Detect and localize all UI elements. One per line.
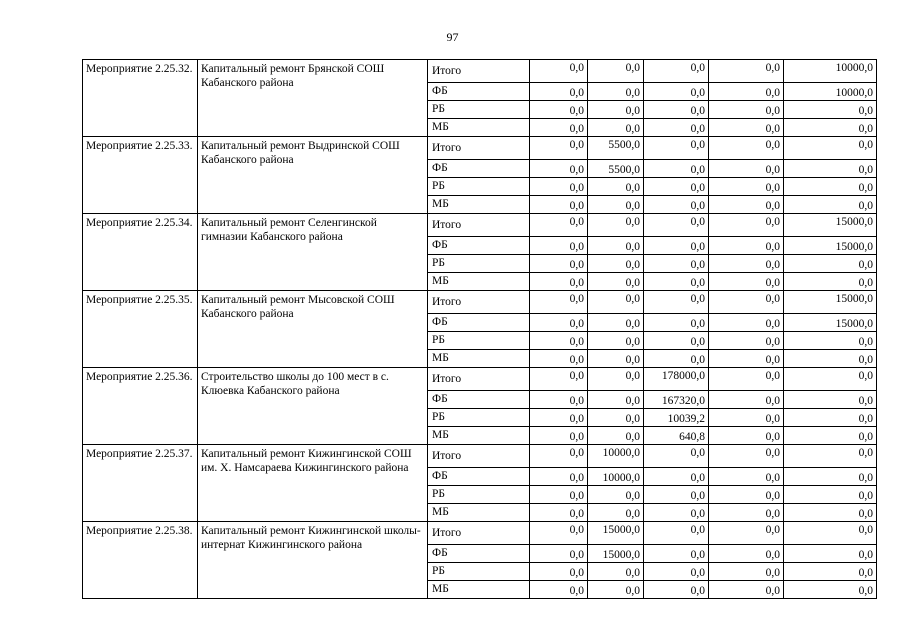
amount-cell: 0,0 bbox=[644, 581, 709, 599]
funding-source-label: МБ bbox=[428, 196, 530, 214]
amount-cell: 0,0 bbox=[530, 486, 588, 504]
amount-cell: 0,0 bbox=[644, 237, 709, 255]
funding-source-label: РБ bbox=[428, 255, 530, 273]
amount-cell: 0,0 bbox=[709, 427, 784, 445]
amount-cell: 5500,0 bbox=[588, 160, 644, 178]
amount-cell: 0,0 bbox=[644, 445, 709, 468]
measure-code: Мероприятие 2.25.32. bbox=[83, 60, 198, 137]
amount-cell: 0,0 bbox=[530, 563, 588, 581]
amount-cell: 0,0 bbox=[588, 427, 644, 445]
amount-cell: 0,0 bbox=[588, 119, 644, 137]
amount-cell: 0,0 bbox=[784, 160, 877, 178]
amount-cell: 0,0 bbox=[644, 314, 709, 332]
amount-cell: 0,0 bbox=[784, 545, 877, 563]
measure-name: Строительство школы до 100 мест в с. Клюевка Кабанского района bbox=[198, 368, 428, 445]
amount-cell: 0,0 bbox=[530, 581, 588, 599]
amount-cell: 10000,0 bbox=[784, 83, 877, 101]
amount-cell: 0,0 bbox=[784, 581, 877, 599]
amount-cell: 0,0 bbox=[784, 368, 877, 391]
amount-cell: 15000,0 bbox=[784, 291, 877, 314]
funding-source-label: Итого bbox=[428, 137, 530, 160]
amount-cell: 0,0 bbox=[709, 137, 784, 160]
measure-code: Мероприятие 2.25.37. bbox=[83, 445, 198, 522]
amount-cell: 0,0 bbox=[588, 332, 644, 350]
amount-cell: 178000,0 bbox=[644, 368, 709, 391]
amount-cell: 0,0 bbox=[709, 314, 784, 332]
amount-cell: 0,0 bbox=[784, 137, 877, 160]
amount-cell: 0,0 bbox=[709, 332, 784, 350]
amount-cell: 0,0 bbox=[530, 119, 588, 137]
amount-cell: 0,0 bbox=[709, 445, 784, 468]
amount-cell: 0,0 bbox=[530, 409, 588, 427]
funding-source-label: Итого bbox=[428, 445, 530, 468]
amount-cell: 0,0 bbox=[530, 137, 588, 160]
amount-cell: 0,0 bbox=[784, 391, 877, 409]
funding-source-label: МБ bbox=[428, 119, 530, 137]
amount-cell: 0,0 bbox=[530, 60, 588, 83]
amount-cell: 10000,0 bbox=[588, 445, 644, 468]
amount-cell: 640,8 bbox=[644, 427, 709, 445]
amount-cell: 0,0 bbox=[530, 196, 588, 214]
table-row-total bbox=[83, 368, 877, 391]
funding-source-label: РБ bbox=[428, 486, 530, 504]
amount-cell: 0,0 bbox=[709, 291, 784, 314]
amount-cell: 0,0 bbox=[644, 545, 709, 563]
amount-cell: 0,0 bbox=[644, 60, 709, 83]
funding-source-label: РБ bbox=[428, 101, 530, 119]
amount-cell: 0,0 bbox=[530, 332, 588, 350]
table-row-total bbox=[83, 214, 877, 237]
amount-cell: 167320,0 bbox=[644, 391, 709, 409]
amount-cell: 0,0 bbox=[588, 60, 644, 83]
amount-cell: 0,0 bbox=[530, 445, 588, 468]
measure-name: Капитальный ремонт Селенгинской гимназии Кабанского района bbox=[198, 214, 428, 291]
amount-cell: 0,0 bbox=[588, 273, 644, 291]
amount-cell: 0,0 bbox=[709, 504, 784, 522]
amount-cell: 0,0 bbox=[784, 504, 877, 522]
amount-cell: 0,0 bbox=[784, 445, 877, 468]
amount-cell: 0,0 bbox=[709, 350, 784, 368]
amount-cell: 0,0 bbox=[588, 314, 644, 332]
amount-cell: 0,0 bbox=[588, 83, 644, 101]
amount-cell: 0,0 bbox=[709, 178, 784, 196]
amount-cell: 0,0 bbox=[644, 255, 709, 273]
amount-cell: 0,0 bbox=[588, 350, 644, 368]
funding-source-label: ФБ bbox=[428, 314, 530, 332]
amount-cell: 0,0 bbox=[644, 522, 709, 545]
amount-cell: 0,0 bbox=[588, 291, 644, 314]
funding-source-label: РБ bbox=[428, 332, 530, 350]
amount-cell: 0,0 bbox=[588, 409, 644, 427]
amount-cell: 0,0 bbox=[588, 178, 644, 196]
amount-cell: 0,0 bbox=[588, 214, 644, 237]
amount-cell: 0,0 bbox=[530, 273, 588, 291]
amount-cell: 0,0 bbox=[644, 160, 709, 178]
amount-cell: 5500,0 bbox=[588, 137, 644, 160]
funding-source-label: Итого bbox=[428, 214, 530, 237]
amount-cell: 0,0 bbox=[588, 196, 644, 214]
amount-cell: 0,0 bbox=[644, 273, 709, 291]
funding-source-label: РБ bbox=[428, 178, 530, 196]
amount-cell: 0,0 bbox=[530, 237, 588, 255]
amount-cell: 0,0 bbox=[709, 255, 784, 273]
amount-cell: 0,0 bbox=[588, 101, 644, 119]
amount-cell: 0,0 bbox=[784, 563, 877, 581]
amount-cell: 0,0 bbox=[530, 255, 588, 273]
funding-source-label: Итого bbox=[428, 291, 530, 314]
funding-source-label: МБ bbox=[428, 504, 530, 522]
amount-cell: 0,0 bbox=[530, 468, 588, 486]
amount-cell: 0,0 bbox=[644, 101, 709, 119]
measure-code: Мероприятие 2.25.34. bbox=[83, 214, 198, 291]
table-row-total bbox=[83, 522, 877, 545]
amount-cell: 0,0 bbox=[709, 119, 784, 137]
amount-cell: 0,0 bbox=[644, 214, 709, 237]
table-row-total bbox=[83, 60, 877, 83]
amount-cell: 15000,0 bbox=[784, 237, 877, 255]
amount-cell: 0,0 bbox=[644, 468, 709, 486]
amount-cell: 0,0 bbox=[530, 504, 588, 522]
amount-cell: 0,0 bbox=[709, 101, 784, 119]
amount-cell: 0,0 bbox=[709, 196, 784, 214]
amount-cell: 0,0 bbox=[644, 137, 709, 160]
amount-cell: 0,0 bbox=[588, 581, 644, 599]
measure-name: Капитальный ремонт Брянской СОШ Кабанского района bbox=[198, 60, 428, 137]
funding-source-label: Итого bbox=[428, 522, 530, 545]
amount-cell: 0,0 bbox=[784, 178, 877, 196]
amount-cell: 0,0 bbox=[530, 391, 588, 409]
amount-cell: 0,0 bbox=[709, 581, 784, 599]
measure-name: Капитальный ремонт Кижингинской СОШ им. Х. Намсараева Кижингинского района bbox=[198, 445, 428, 522]
amount-cell: 10039,2 bbox=[644, 409, 709, 427]
amount-cell: 0,0 bbox=[784, 350, 877, 368]
funding-source-label: Итого bbox=[428, 60, 530, 83]
amount-cell: 15000,0 bbox=[784, 214, 877, 237]
amount-cell: 0,0 bbox=[530, 291, 588, 314]
amount-cell: 0,0 bbox=[644, 291, 709, 314]
measure-code: Мероприятие 2.25.38. bbox=[83, 522, 198, 599]
amount-cell: 0,0 bbox=[709, 409, 784, 427]
table-body bbox=[83, 60, 877, 599]
amount-cell: 10000,0 bbox=[784, 60, 877, 83]
amount-cell: 10000,0 bbox=[588, 468, 644, 486]
funding-source-label: Итого bbox=[428, 368, 530, 391]
funding-source-label: ФБ bbox=[428, 160, 530, 178]
amount-cell: 15000,0 bbox=[588, 545, 644, 563]
funding-source-label: ФБ bbox=[428, 83, 530, 101]
amount-cell: 0,0 bbox=[588, 486, 644, 504]
amount-cell: 0,0 bbox=[784, 273, 877, 291]
amount-cell: 0,0 bbox=[784, 409, 877, 427]
amount-cell: 0,0 bbox=[530, 83, 588, 101]
amount-cell: 0,0 bbox=[784, 119, 877, 137]
funding-source-label: РБ bbox=[428, 563, 530, 581]
amount-cell: 15000,0 bbox=[588, 522, 644, 545]
amount-cell: 0,0 bbox=[530, 350, 588, 368]
amount-cell: 0,0 bbox=[709, 391, 784, 409]
amount-cell: 0,0 bbox=[709, 522, 784, 545]
amount-cell: 0,0 bbox=[784, 196, 877, 214]
funding-source-label: МБ bbox=[428, 350, 530, 368]
amount-cell: 0,0 bbox=[784, 486, 877, 504]
funding-table bbox=[82, 59, 877, 599]
amount-cell: 0,0 bbox=[588, 504, 644, 522]
amount-cell: 0,0 bbox=[644, 178, 709, 196]
amount-cell: 0,0 bbox=[709, 273, 784, 291]
funding-source-label: МБ bbox=[428, 581, 530, 599]
amount-cell: 0,0 bbox=[530, 545, 588, 563]
amount-cell: 0,0 bbox=[530, 427, 588, 445]
amount-cell: 0,0 bbox=[709, 545, 784, 563]
funding-source-label: ФБ bbox=[428, 545, 530, 563]
amount-cell: 0,0 bbox=[644, 504, 709, 522]
amount-cell: 0,0 bbox=[530, 160, 588, 178]
measure-code: Мероприятие 2.25.36. bbox=[83, 368, 198, 445]
funding-source-label: ФБ bbox=[428, 237, 530, 255]
page-number: 97 bbox=[446, 30, 459, 44]
amount-cell: 0,0 bbox=[530, 178, 588, 196]
amount-cell: 0,0 bbox=[709, 486, 784, 504]
amount-cell: 0,0 bbox=[784, 101, 877, 119]
amount-cell: 0,0 bbox=[784, 332, 877, 350]
funding-source-label: ФБ bbox=[428, 468, 530, 486]
amount-cell: 0,0 bbox=[530, 101, 588, 119]
amount-cell: 0,0 bbox=[644, 563, 709, 581]
funding-source-label: РБ bbox=[428, 409, 530, 427]
amount-cell: 15000,0 bbox=[784, 314, 877, 332]
amount-cell: 0,0 bbox=[588, 563, 644, 581]
amount-cell: 0,0 bbox=[588, 391, 644, 409]
amount-cell: 0,0 bbox=[588, 368, 644, 391]
amount-cell: 0,0 bbox=[709, 60, 784, 83]
funding-source-label: МБ bbox=[428, 273, 530, 291]
amount-cell: 0,0 bbox=[644, 196, 709, 214]
measure-code: Мероприятие 2.25.35. bbox=[83, 291, 198, 368]
amount-cell: 0,0 bbox=[588, 237, 644, 255]
amount-cell: 0,0 bbox=[530, 314, 588, 332]
amount-cell: 0,0 bbox=[644, 350, 709, 368]
amount-cell: 0,0 bbox=[709, 237, 784, 255]
amount-cell: 0,0 bbox=[709, 83, 784, 101]
amount-cell: 0,0 bbox=[709, 468, 784, 486]
amount-cell: 0,0 bbox=[784, 427, 877, 445]
amount-cell: 0,0 bbox=[644, 83, 709, 101]
amount-cell: 0,0 bbox=[644, 332, 709, 350]
table-row-total bbox=[83, 137, 877, 160]
amount-cell: 0,0 bbox=[709, 214, 784, 237]
funding-source-label: МБ bbox=[428, 427, 530, 445]
amount-cell: 0,0 bbox=[709, 563, 784, 581]
amount-cell: 0,0 bbox=[709, 368, 784, 391]
amount-cell: 0,0 bbox=[784, 255, 877, 273]
table-row-total bbox=[83, 291, 877, 314]
amount-cell: 0,0 bbox=[709, 160, 784, 178]
amount-cell: 0,0 bbox=[530, 522, 588, 545]
amount-cell: 0,0 bbox=[784, 522, 877, 545]
amount-cell: 0,0 bbox=[530, 368, 588, 391]
amount-cell: 0,0 bbox=[784, 468, 877, 486]
funding-source-label: ФБ bbox=[428, 391, 530, 409]
measure-name: Капитальный ремонт Мысовской СОШ Кабанского района bbox=[198, 291, 428, 368]
measure-name: Капитальный ремонт Выдринской СОШ Кабанского района bbox=[198, 137, 428, 214]
measure-name: Капитальный ремонт Кижингинской школы-интернат Кижингинского района bbox=[198, 522, 428, 599]
amount-cell: 0,0 bbox=[530, 214, 588, 237]
amount-cell: 0,0 bbox=[644, 119, 709, 137]
amount-cell: 0,0 bbox=[588, 255, 644, 273]
measure-code: Мероприятие 2.25.33. bbox=[83, 137, 198, 214]
amount-cell: 0,0 bbox=[644, 486, 709, 504]
table-row-total bbox=[83, 445, 877, 468]
